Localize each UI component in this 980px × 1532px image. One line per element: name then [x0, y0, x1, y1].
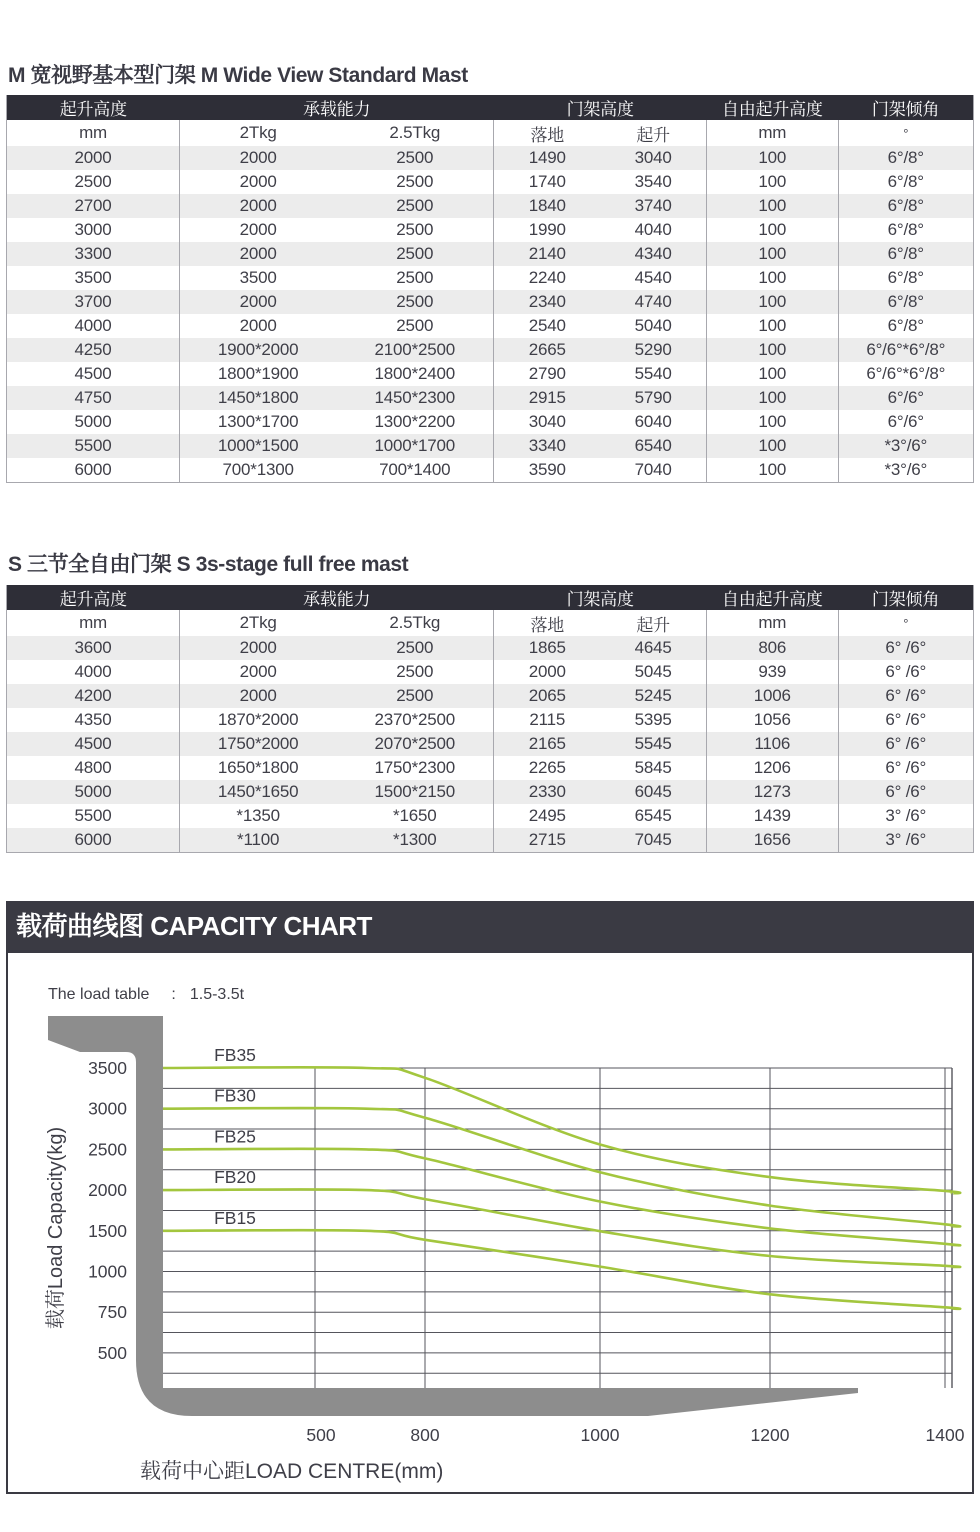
- table-cell: 1800*2400: [374, 364, 455, 383]
- x-tick-label: 1000: [580, 1425, 620, 1445]
- table-cell: 5040: [634, 316, 672, 335]
- table-cell: 6545: [634, 806, 672, 825]
- table-row: [7, 804, 974, 828]
- table-row: [7, 434, 974, 458]
- column-subheader: mm: [707, 120, 839, 146]
- table-cell: 6°/8°: [838, 170, 973, 194]
- table-cell: 6° /6°: [838, 636, 973, 660]
- y-tick-label: 1500: [88, 1220, 127, 1241]
- table-cell: 2000: [180, 660, 337, 684]
- table-cell: 2700: [74, 196, 112, 215]
- capacity-chart-header: [6, 901, 974, 951]
- y-tick-label: 500: [97, 1342, 127, 1363]
- table-cell: 2065: [494, 684, 600, 708]
- table-cell: *3°/6°: [838, 434, 973, 458]
- table-cell: 100: [707, 266, 839, 290]
- table-cell: 2500: [396, 292, 434, 311]
- curve-label-fb30: FB30: [214, 1085, 256, 1106]
- table-cell: 3040: [634, 148, 672, 167]
- table-cell: 2070*2500: [374, 734, 455, 753]
- table-cell: 1740: [494, 170, 600, 194]
- table-cell: 5540: [634, 364, 672, 383]
- table-cell: 4800: [74, 758, 112, 777]
- table-cell: 1273: [707, 780, 839, 804]
- table-cell: 939: [707, 660, 839, 684]
- table-cell: 4500: [74, 734, 112, 753]
- table-cell: 2165: [494, 732, 600, 756]
- table-cell: 1800*1900: [180, 362, 337, 386]
- y-tick-label: 3500: [88, 1058, 127, 1078]
- table-cell: 5395: [634, 710, 672, 729]
- s-mast-table: [6, 585, 974, 853]
- table-cell: 5290: [634, 340, 672, 359]
- table-cell: 1450*2300: [374, 388, 455, 407]
- table-cell: 7045: [634, 830, 672, 849]
- table-cell: 2915: [494, 386, 600, 410]
- table-cell: 1750*2000: [180, 732, 337, 756]
- column-group-header: 起升高度: [7, 585, 180, 610]
- table-cell: 4750: [74, 388, 112, 407]
- table-cell: 1056: [707, 708, 839, 732]
- table-cell: 6°/6°: [838, 410, 973, 434]
- table-cell: 100: [707, 194, 839, 218]
- m-mast-title: M 宽视野基本型门架 M Wide View Standard Mast: [8, 64, 468, 88]
- table-cell: 6°/8°: [838, 290, 973, 314]
- table-cell: 1439: [707, 804, 839, 828]
- table-cell: 6°/8°: [838, 194, 973, 218]
- table-cell: 2100*2500: [374, 340, 455, 359]
- table-cell: 1870*2000: [180, 708, 337, 732]
- table-row: [7, 242, 974, 266]
- x-tick-label: 1200: [750, 1425, 790, 1445]
- table-cell: 5500: [74, 436, 112, 455]
- capacity-curve-fb15: [163, 1230, 960, 1309]
- table-cell: 4040: [634, 220, 672, 239]
- table-cell: 100: [707, 218, 839, 242]
- table-cell: 1500*2150: [374, 782, 455, 801]
- capacity-chart-title: 载荷曲线图 CAPACITY CHART: [16, 911, 372, 941]
- table-cell: 2500: [396, 244, 434, 263]
- table-row: [7, 684, 974, 708]
- table-cell: 1750*2300: [374, 758, 455, 777]
- table-row: [7, 266, 974, 290]
- capacity-curve-fb20: [163, 1189, 960, 1267]
- y-tick-label: 1000: [88, 1261, 127, 1282]
- table-cell: 1000*1700: [374, 436, 455, 455]
- table-cell: 1106: [707, 732, 839, 756]
- column-subheader: mm: [7, 610, 180, 636]
- table-cell: 100: [707, 338, 839, 362]
- table-row: [7, 314, 974, 338]
- table-cell: 1300*2200: [374, 412, 455, 431]
- column-subheader: 2.5Tkg: [336, 610, 494, 636]
- load-table-note-label: The load table: [48, 986, 150, 1003]
- table-cell: 1490: [494, 146, 600, 170]
- table-cell: 2340: [494, 290, 600, 314]
- table-cell: 806: [707, 636, 839, 660]
- table-cell: 700*1300: [180, 458, 337, 483]
- table-cell: 2500: [396, 316, 434, 335]
- table-cell: 2000: [180, 684, 337, 708]
- curve-label-fb25: FB25: [214, 1126, 256, 1147]
- table-cell: 6° /6°: [838, 780, 973, 804]
- table-cell: 2500: [396, 686, 434, 705]
- table-cell: 4000: [74, 662, 112, 681]
- column-subheader: °: [838, 610, 973, 636]
- y-axis-title: 载荷Load Capacity(kg): [45, 1126, 67, 1330]
- table-cell: 6000: [74, 460, 112, 479]
- table-cell: 100: [707, 314, 839, 338]
- table-cell: 2540: [494, 314, 600, 338]
- column-group-header: 承载能力: [180, 585, 494, 610]
- table-row: [7, 660, 974, 684]
- column-subheader: 落地: [494, 120, 600, 146]
- table-cell: 3000: [74, 220, 112, 239]
- table-row: [7, 458, 974, 483]
- table-cell: 2330: [494, 780, 600, 804]
- y-tick-label: 2000: [88, 1180, 127, 1201]
- table-cell: 2000: [180, 314, 337, 338]
- table-cell: *3°/6°: [838, 458, 973, 483]
- table-cell: 1450*1800: [180, 386, 337, 410]
- curve-label-fb15: FB15: [214, 1207, 256, 1228]
- table-cell: 2500: [396, 662, 434, 681]
- capacity-chart: [6, 951, 974, 1494]
- table-cell: 6000: [74, 830, 112, 849]
- table-cell: 6°/8°: [838, 146, 973, 170]
- table-cell: 2000: [180, 290, 337, 314]
- capacity-curve-fb35: [163, 1067, 960, 1193]
- table-cell: 4740: [634, 292, 672, 311]
- table-cell: 3° /6°: [838, 804, 973, 828]
- table-row: [7, 708, 974, 732]
- table-cell: 2115: [494, 708, 600, 732]
- table-cell: 100: [707, 410, 839, 434]
- table-cell: 2000: [180, 170, 337, 194]
- table-row: [7, 146, 974, 170]
- curve-label-fb20: FB20: [214, 1167, 256, 1188]
- load-table-note-separator: :: [171, 986, 176, 1003]
- column-subheader: 起升: [600, 120, 706, 146]
- table-cell: 6045: [634, 782, 672, 801]
- table-cell: 1000*1500: [180, 434, 337, 458]
- load-table-note-value: 1.5-3.5t: [189, 986, 245, 1003]
- table-cell: 5000: [74, 782, 112, 801]
- table-cell: 4645: [634, 638, 672, 657]
- table-cell: 100: [707, 290, 839, 314]
- column-group-header: 门架高度: [494, 95, 707, 120]
- table-row: [7, 756, 974, 780]
- capacity-curve-fb30: [163, 1108, 960, 1226]
- table-cell: 2500: [396, 220, 434, 239]
- table-row: [7, 780, 974, 804]
- table-cell: 2000: [180, 242, 337, 266]
- table-cell: 6° /6°: [838, 756, 973, 780]
- table-cell: 5845: [634, 758, 672, 777]
- table-cell: 1990: [494, 218, 600, 242]
- table-cell: 6°/6°*6°/8°: [838, 362, 973, 386]
- x-tick-label: 800: [410, 1425, 440, 1445]
- table-row: [7, 732, 974, 756]
- table-row: [7, 410, 974, 434]
- curve-label-fb35: FB35: [214, 1045, 256, 1065]
- table-cell: 2500: [396, 638, 434, 657]
- table-cell: 3700: [74, 292, 112, 311]
- table-cell: 2665: [494, 338, 600, 362]
- table-cell: 2500: [396, 268, 434, 287]
- table-cell: 6°/8°: [838, 218, 973, 242]
- column-subheader: mm: [707, 610, 839, 636]
- table-cell: 1650*1800: [180, 756, 337, 780]
- table-cell: 6040: [634, 412, 672, 431]
- table-cell: 1840: [494, 194, 600, 218]
- m-mast-table: [6, 95, 974, 483]
- table-cell: 6°/6°*6°/8°: [838, 338, 973, 362]
- table-cell: 1450*1650: [180, 780, 337, 804]
- table-cell: 1656: [707, 828, 839, 853]
- table-cell: 2790: [494, 362, 600, 386]
- table-cell: 100: [707, 146, 839, 170]
- table-cell: 2265: [494, 756, 600, 780]
- table-cell: 4200: [74, 686, 112, 705]
- s-mast-title: S 三节全自由门架 S 3s-stage full free mast: [8, 553, 409, 577]
- table-cell: *1100: [180, 828, 337, 853]
- table-cell: 1300*1700: [180, 410, 337, 434]
- table-cell: 4340: [634, 244, 672, 263]
- table-cell: 2500: [74, 172, 112, 191]
- table-row: [7, 218, 974, 242]
- table-cell: 5545: [634, 734, 672, 753]
- table-cell: 3600: [74, 638, 112, 657]
- y-tick-label: 2500: [88, 1139, 127, 1160]
- table-cell: 2000: [74, 148, 112, 167]
- fork-silhouette: [48, 1016, 858, 1416]
- table-cell: 6°/6°: [838, 386, 973, 410]
- table-cell: 5000: [74, 412, 112, 431]
- table-cell: 100: [707, 434, 839, 458]
- column-group-header: 门架高度: [494, 585, 707, 610]
- table-cell: 3540: [634, 172, 672, 191]
- table-cell: 3500: [180, 266, 337, 290]
- table-cell: 3740: [634, 196, 672, 215]
- table-cell: 2000: [180, 636, 337, 660]
- table-cell: 700*1400: [379, 460, 451, 479]
- table-cell: *1300: [393, 830, 437, 849]
- table-cell: 1865: [494, 636, 600, 660]
- table-cell: 3300: [74, 244, 112, 263]
- table-cell: *1650: [393, 806, 437, 825]
- table-cell: 2000: [180, 194, 337, 218]
- column-subheader: 落地: [494, 610, 600, 636]
- table-cell: 4500: [74, 364, 112, 383]
- table-cell: 6540: [634, 436, 672, 455]
- table-cell: 2495: [494, 804, 600, 828]
- x-tick-label: 500: [306, 1425, 336, 1445]
- table-row: [7, 386, 974, 410]
- column-subheader: 起升: [600, 610, 706, 636]
- table-cell: 5790: [634, 388, 672, 407]
- column-group-header: 自由起升高度: [707, 585, 839, 610]
- column-subheader: °: [838, 120, 973, 146]
- table-cell: 100: [707, 242, 839, 266]
- table-cell: 1900*2000: [180, 338, 337, 362]
- table-cell: 2370*2500: [374, 710, 455, 729]
- table-row: [7, 194, 974, 218]
- y-tick-label: 750: [97, 1302, 127, 1323]
- column-subheader: 2Tkg: [180, 120, 337, 146]
- table-cell: 3340: [494, 434, 600, 458]
- table-cell: 2000: [494, 660, 600, 684]
- table-cell: 6° /6°: [838, 660, 973, 684]
- x-tick-label: 1400: [925, 1425, 965, 1445]
- table-cell: *1350: [180, 804, 337, 828]
- table-cell: 2500: [396, 148, 434, 167]
- table-cell: 3500: [74, 268, 112, 287]
- table-cell: 2500: [396, 196, 434, 215]
- table-row: [7, 362, 974, 386]
- table-cell: 6°/8°: [838, 266, 973, 290]
- table-cell: 6° /6°: [838, 708, 973, 732]
- column-group-header: 起升高度: [7, 95, 180, 120]
- column-group-header: 门架倾角: [838, 585, 973, 610]
- y-tick-label: 3000: [88, 1098, 127, 1119]
- x-axis-title: 载荷中心距LOAD CENTRE(mm): [140, 1460, 444, 1483]
- column-group-header: 门架倾角: [838, 95, 973, 120]
- table-row: [7, 170, 974, 194]
- table-cell: 2000: [180, 146, 337, 170]
- table-cell: 2000: [180, 218, 337, 242]
- table-cell: 4000: [74, 316, 112, 335]
- table-cell: 4350: [74, 710, 112, 729]
- table-row: [7, 636, 974, 660]
- table-cell: 7040: [634, 460, 672, 479]
- table-row: [7, 338, 974, 362]
- table-cell: 1206: [707, 756, 839, 780]
- table-cell: 3590: [494, 458, 600, 483]
- column-subheader: 2.5Tkg: [336, 120, 494, 146]
- table-cell: 1006: [707, 684, 839, 708]
- table-cell: 2500: [396, 172, 434, 191]
- column-group-header: 承载能力: [180, 95, 494, 120]
- table-cell: 2140: [494, 242, 600, 266]
- column-group-header: 自由起升高度: [707, 95, 839, 120]
- table-cell: 5045: [634, 662, 672, 681]
- table-cell: 100: [707, 386, 839, 410]
- table-cell: 5500: [74, 806, 112, 825]
- table-cell: 4540: [634, 268, 672, 287]
- table-cell: 6° /6°: [838, 732, 973, 756]
- table-cell: 3040: [494, 410, 600, 434]
- column-subheader: mm: [7, 120, 180, 146]
- table-cell: 2240: [494, 266, 600, 290]
- table-cell: 100: [707, 458, 839, 483]
- table-row: [7, 290, 974, 314]
- table-cell: 4250: [74, 340, 112, 359]
- table-cell: 100: [707, 170, 839, 194]
- table-cell: 100: [707, 362, 839, 386]
- table-cell: 6°/8°: [838, 242, 973, 266]
- table-cell: 6° /6°: [838, 684, 973, 708]
- table-row: [7, 828, 974, 853]
- table-cell: 6°/8°: [838, 314, 973, 338]
- table-cell: 3° /6°: [838, 828, 973, 853]
- column-subheader: 2Tkg: [180, 610, 337, 636]
- table-cell: 2715: [494, 828, 600, 853]
- table-cell: 5245: [634, 686, 672, 705]
- load-table-note: [48, 986, 244, 1004]
